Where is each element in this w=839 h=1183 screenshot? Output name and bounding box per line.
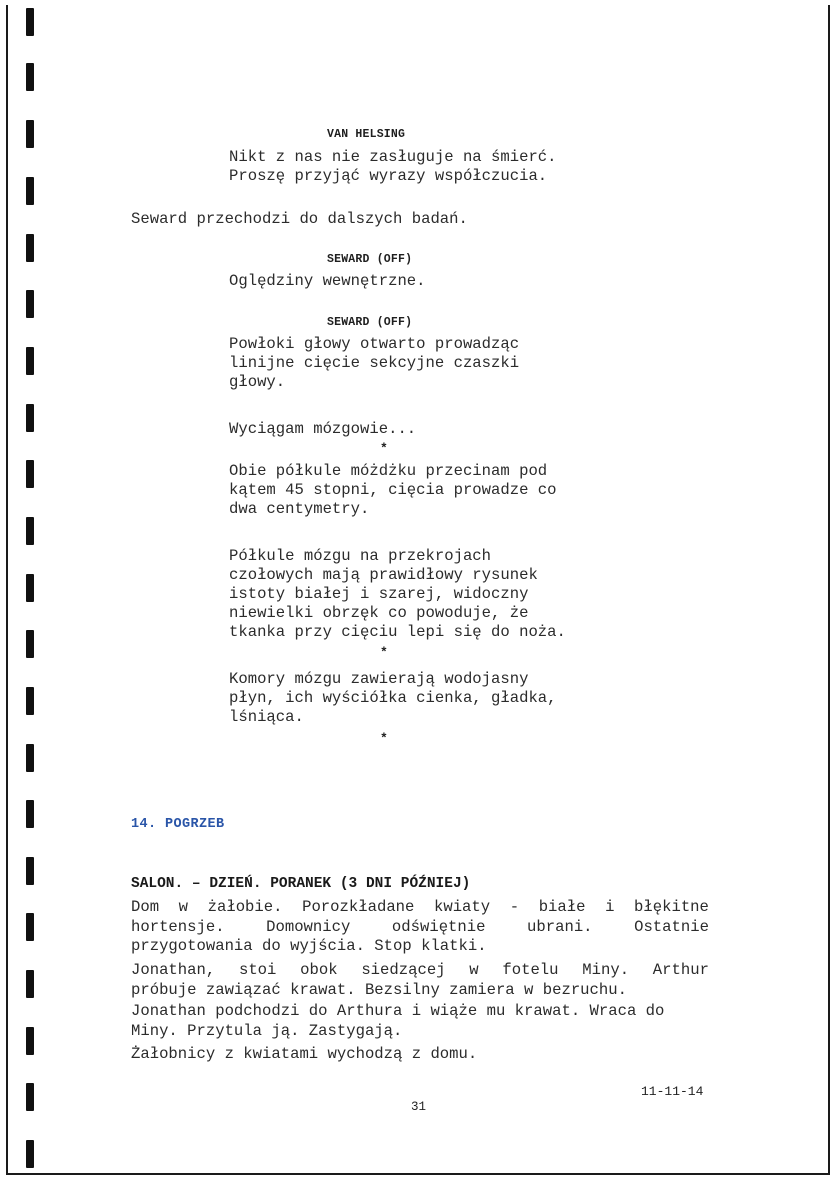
dialogue-line: czołowych mają prawidłowy rysunek — [229, 566, 538, 584]
binding-hole — [26, 347, 34, 375]
word: Ostatnie — [634, 917, 709, 936]
action-line: próbuje zawiązać krawat. Bezsilny zamiera w bezruchu. — [131, 980, 627, 999]
binding-hole — [26, 177, 34, 205]
dialogue-line: Półkule mózgu na przekrojach — [229, 547, 492, 565]
word: kwiaty — [433, 898, 491, 916]
word: hortensje. — [131, 917, 225, 936]
action-paragraph — [131, 961, 709, 1000]
action-line: Miny. Przytula ją. Zastygają. — [131, 1021, 403, 1040]
word: obok — [300, 961, 338, 979]
dialogue-line: kątem 45 stopni, cięcia prowadze co — [229, 481, 557, 499]
binding-hole — [26, 1140, 34, 1168]
action-paragraph — [131, 1002, 709, 1041]
dialogue-line: Nikt z nas nie zasługuje na śmierć. — [229, 148, 557, 166]
word: siedzącej — [361, 961, 446, 979]
binding-hole — [26, 234, 34, 262]
page-number: 31 — [411, 1100, 427, 1114]
word: i — [605, 898, 615, 916]
justified-line — [131, 961, 709, 981]
binding-hole — [26, 404, 34, 432]
character-name: SEWARD (OFF) — [327, 253, 413, 266]
binding-hole — [26, 913, 34, 941]
word: błękitne — [634, 898, 709, 916]
separator-star: * — [380, 645, 388, 660]
binding-hole — [26, 687, 34, 715]
dialogue-line: istoty białej i szarej, widoczny — [229, 585, 529, 603]
word: Porozkładane — [302, 898, 415, 916]
binding-hole — [26, 290, 34, 318]
word: Miny. — [582, 961, 630, 979]
binding-hole — [26, 800, 34, 828]
word: fotelu — [502, 961, 559, 979]
word: w — [469, 961, 479, 979]
binding-hole — [26, 630, 34, 658]
word: białe — [538, 898, 586, 916]
dialogue-line: Proszę przyjąć wyrazy współczucia. — [229, 167, 548, 185]
dialogue-line: Obie półkule móżdżku przecinam pod — [229, 462, 548, 480]
separator-star: * — [380, 731, 388, 746]
action-line: Żałobnicy z kwiatami wychodzą z domu. — [131, 1045, 478, 1063]
dialogue-line: płyn, ich wyściółka cienka, gładka, — [229, 689, 557, 707]
justified-line — [131, 918, 709, 938]
action-line: Seward przechodzi do dalszych badań. — [131, 210, 468, 228]
word: ubrani. — [527, 917, 593, 936]
word: w — [178, 898, 189, 916]
binding-hole — [26, 857, 34, 885]
action-line: przygotowania do wyjścia. Stop klatki. — [131, 937, 487, 955]
binding-hole — [26, 517, 34, 545]
word: stoi — [238, 961, 277, 979]
word: żałobie. — [207, 898, 283, 916]
dialogue-line: głowy. — [229, 373, 286, 391]
action-paragraph — [131, 1045, 709, 1065]
scene-slugline: SALON. – DZIEŃ. PORANEK (3 DNI PÓŹNIEJ) — [131, 876, 471, 892]
dialogue-line: Wyciągam mózgowie... — [229, 420, 417, 438]
dialogue-line: Komory mózgu zawierają wodojasny — [229, 670, 529, 688]
binding-hole — [26, 970, 34, 998]
action-paragraph — [131, 898, 709, 957]
binding-hole — [26, 1083, 34, 1111]
footer-date: 11-11-14 — [641, 1084, 704, 1099]
binding-hole — [26, 63, 34, 91]
binding-hole — [26, 460, 34, 488]
dialogue-line: Oględziny wewnętrzne. — [229, 272, 426, 290]
character-name: SEWARD (OFF) — [327, 316, 413, 329]
character-name: VAN HELSING — [327, 128, 406, 141]
scene-heading: 14. POGRZEB — [131, 817, 225, 832]
binding-hole — [26, 120, 34, 148]
word: Dom — [131, 898, 160, 916]
word: Arthur — [652, 961, 709, 979]
justified-line — [131, 898, 709, 918]
word: Domownicy — [266, 917, 351, 936]
word: Jonathan, — [131, 961, 216, 979]
binding-hole — [26, 8, 34, 36]
binding-hole — [26, 744, 34, 772]
dialogue-line: Powłoki głowy otwarto prowadząc — [229, 335, 520, 353]
dialogue-line: niewielki obrzęk co powoduje, że — [229, 604, 529, 622]
word: odświętnie — [391, 917, 486, 936]
binding-hole — [26, 574, 34, 602]
binding-hole — [26, 1027, 34, 1055]
word: - — [509, 898, 520, 916]
dialogue-line: tkanka przy cięciu lepi się do noża. — [229, 623, 566, 641]
dialogue-line: lśniąca. — [229, 708, 304, 726]
dialogue-line: dwa centymetry. — [229, 500, 370, 518]
dialogue-line: linijne cięcie sekcyjne czaszki — [229, 354, 520, 372]
action-line: Jonathan podchodzi do Arthura i wiąże mu krawat. Wraca do — [131, 1002, 665, 1020]
separator-star: * — [380, 441, 388, 456]
